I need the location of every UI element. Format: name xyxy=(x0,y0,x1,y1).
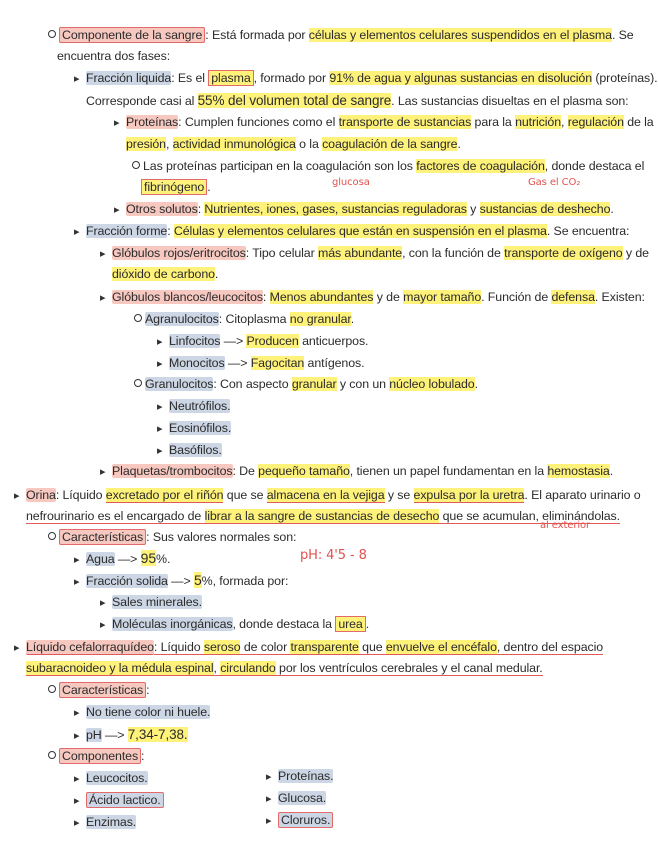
text: . xyxy=(457,137,461,151)
text: . El aparato urinario o xyxy=(524,488,641,502)
lcr-line-1 xyxy=(14,639,603,657)
mol-line xyxy=(100,616,369,634)
text: . Las sustancias disueltas en el plasma son: xyxy=(391,94,629,108)
text: , tienen un papel fundamentan en la xyxy=(349,464,548,478)
highlight: células y elementos celulares suspendidos en el plasma xyxy=(308,28,612,42)
lcr-car-label: Características xyxy=(59,682,146,698)
lcr-comp-line xyxy=(48,748,144,765)
highlight: granular xyxy=(291,377,337,391)
agran-label: Agranulocitos xyxy=(145,312,219,326)
bullet-icon: ▸ xyxy=(74,576,80,588)
list-item xyxy=(266,790,326,808)
highlight: transporte de sustancias xyxy=(338,115,472,129)
text: : xyxy=(167,224,174,238)
comp-cloruros: Cloruros. xyxy=(278,812,333,828)
ph-label: pH xyxy=(86,728,102,742)
bullet-icon: ▸ xyxy=(74,707,80,719)
sec1-line-1 xyxy=(48,27,634,44)
highlight: regulación xyxy=(567,115,624,129)
text: : xyxy=(141,749,145,763)
text: : Líquido xyxy=(55,488,106,502)
rojos-label: Glóbulos rojos/eritrocitos xyxy=(112,246,246,260)
neutrofilos: Neutrófilos. xyxy=(169,399,231,413)
plaq-line xyxy=(100,463,613,481)
annotation-gas: Gas el CO₂ xyxy=(528,177,581,188)
list-item xyxy=(74,770,148,788)
highlight: sustancias de deshecho xyxy=(479,202,611,216)
text: : De xyxy=(232,464,259,478)
proteinas-label: Proteínas xyxy=(126,115,179,129)
text: encuentra dos fases: xyxy=(57,49,171,63)
blancos-line xyxy=(100,289,645,307)
proteinas-sub-line-2 xyxy=(141,179,211,196)
text: : Tipo celular xyxy=(245,246,318,260)
text: , formado por xyxy=(253,71,330,85)
solida-label: Fracción solida xyxy=(86,574,168,588)
highlight: Nutrientes, iones, gases, sustancias reguladoras xyxy=(204,202,467,216)
bullet-icon: ▸ xyxy=(157,401,163,413)
highlight: 5 xyxy=(193,572,202,588)
bullet-icon: ▸ xyxy=(100,248,106,260)
highlight: Fagocitan xyxy=(250,356,305,370)
highlight: Producen xyxy=(246,334,299,348)
circle-bullet-icon xyxy=(132,161,140,169)
highlight: defensa xyxy=(551,290,595,304)
circle-bullet-icon xyxy=(134,314,142,322)
list-item xyxy=(157,398,230,416)
comp-leucocitos: Leucocitos. xyxy=(86,771,148,785)
highlight: librar a la sangre de sustancias de desecho xyxy=(204,509,440,523)
text: . xyxy=(609,464,614,478)
text: : Sus valores normales son: xyxy=(146,530,297,544)
orina-label: Orina xyxy=(26,488,56,502)
highlight: coagulación de la sangre xyxy=(322,137,458,151)
highlight: expulsa por la uretra xyxy=(413,488,525,502)
bullet-icon: ▸ xyxy=(266,793,272,805)
highlight: fibrinógeno xyxy=(141,179,207,195)
text: , donde destaca la xyxy=(232,617,336,631)
bullet-icon: ▸ xyxy=(157,358,163,370)
text: : Cumplen funciones como el xyxy=(178,115,339,129)
orina-line-2 xyxy=(26,508,620,525)
text: que xyxy=(358,640,386,654)
highlight: 95 xyxy=(140,550,157,566)
text: Corresponde casi al xyxy=(86,94,198,108)
gran-line xyxy=(134,376,478,393)
basofilos: Basófilos. xyxy=(169,443,222,457)
text: para la xyxy=(471,115,516,129)
text: , donde destaca el xyxy=(544,159,645,173)
list-item xyxy=(157,442,222,460)
bullet-icon: ▸ xyxy=(74,795,80,807)
text: y de xyxy=(622,246,649,260)
lcr-comp-label: Componentes xyxy=(59,748,141,764)
highlight: mayor tamaño xyxy=(403,290,482,304)
text: , dentro del espacio xyxy=(496,640,604,654)
text: , con la función de xyxy=(402,246,505,260)
text: de la xyxy=(623,115,654,129)
linfocitos-label: Linfocitos xyxy=(169,334,221,348)
comp-acido-lactico: Ácido lactico. xyxy=(86,792,164,808)
blancos-label: Glóbulos blancos/leucocitos xyxy=(112,290,263,304)
list-item xyxy=(157,420,231,438)
agran-line xyxy=(134,311,354,328)
text: y xyxy=(466,202,480,216)
text: nefrourinario es el encargado de xyxy=(26,509,205,523)
comp-glucosa: Glucosa. xyxy=(278,791,327,805)
eosinofilos: Eosinófilos. xyxy=(169,421,232,435)
text: : xyxy=(146,683,150,697)
text: o la xyxy=(295,137,323,151)
text: %. xyxy=(156,552,171,566)
bullet-icon: ▸ xyxy=(74,773,80,785)
solida-line xyxy=(74,572,288,591)
highlight: almacena en la vejiga xyxy=(266,488,385,502)
forme-line xyxy=(74,223,629,241)
text: . xyxy=(474,377,478,391)
text: y con un xyxy=(336,377,390,391)
highlight: presión xyxy=(126,137,166,151)
lcr-color-line xyxy=(74,704,210,722)
highlight: seroso xyxy=(203,640,241,654)
highlight: circulando xyxy=(220,661,276,675)
highlight: 55% del volumen total de sangre xyxy=(197,93,392,108)
highlight: plasma xyxy=(208,70,253,86)
text: anticuerpos. xyxy=(298,334,369,348)
bullet-icon: ▸ xyxy=(157,423,163,435)
list-item xyxy=(74,814,136,832)
list-item xyxy=(266,768,333,786)
proteinas-line-2 xyxy=(126,136,461,153)
text: . xyxy=(207,180,211,194)
text: , xyxy=(213,661,221,675)
liquida-line-1 xyxy=(74,70,658,88)
rojos-line-2 xyxy=(112,266,218,283)
arrow: —> xyxy=(114,552,141,566)
highlight: dióxido de carbono xyxy=(112,267,215,281)
text: . Se encuentra: xyxy=(546,224,630,238)
highlight: hemostasia xyxy=(547,464,610,478)
text: . xyxy=(365,617,370,631)
text: que se acumulan, eliminándolas. xyxy=(439,509,620,523)
text: . xyxy=(214,267,219,281)
text: . Función de xyxy=(481,290,552,304)
highlight: Menos abundantes xyxy=(269,290,374,304)
arrow: —> xyxy=(167,574,194,588)
plaq-label: Plaquetas/trombocitos xyxy=(112,464,233,478)
highlight: 7,34-7,38. xyxy=(127,727,188,742)
agua-line xyxy=(74,550,170,569)
lcr-ph-line xyxy=(74,726,188,745)
lcr-label: Líquido cefalorraquídeo xyxy=(26,640,154,654)
text: : Citoplasma xyxy=(218,312,290,326)
text: . xyxy=(350,312,355,326)
arrow: —> xyxy=(224,356,251,370)
bullet-icon: ▸ xyxy=(74,73,80,85)
orina-car-label: Características xyxy=(59,529,146,545)
bullet-icon: ▸ xyxy=(114,117,120,129)
liquida-line-2 xyxy=(86,92,629,110)
liquida-label: Fracción liquida xyxy=(86,71,172,85)
sec1-line-2 xyxy=(57,48,170,65)
bullet-icon: ▸ xyxy=(100,292,106,304)
text: %, formada por: xyxy=(201,574,289,588)
highlight: núcleo lobulado xyxy=(389,377,475,391)
orina-line-1 xyxy=(14,487,641,505)
lcr-color: No tiene color ni huele. xyxy=(86,705,211,719)
text: Las proteínas participan en la coagulación son los xyxy=(143,159,417,173)
bullet-icon: ▸ xyxy=(114,204,120,216)
annotation-exterior: al exterior xyxy=(540,520,591,531)
text: . xyxy=(610,202,614,216)
highlight: actividad inmunológica xyxy=(172,137,296,151)
orina-car-line xyxy=(48,529,296,546)
highlight: pequeño tamaño xyxy=(258,464,350,478)
forme-label: Fracción forme xyxy=(86,224,168,238)
text: (proteínas). xyxy=(592,71,658,85)
monocitos-label: Monocitos xyxy=(169,356,225,370)
text: : Está formada por xyxy=(205,28,309,42)
circle-bullet-icon xyxy=(48,685,56,693)
sales-line xyxy=(100,594,202,612)
text: : Líquido xyxy=(153,640,204,654)
mol-label: Moléculas inorgánicas xyxy=(112,617,233,631)
arrow: —> xyxy=(220,334,247,348)
bullet-icon: ▸ xyxy=(157,445,163,457)
highlight: excretado por el riñón xyxy=(105,488,224,502)
bullet-icon: ▸ xyxy=(266,815,272,827)
bullet-icon: ▸ xyxy=(74,226,80,238)
linfocitos-line xyxy=(157,333,368,351)
bullet-icon: ▸ xyxy=(14,490,20,502)
highlight: envuelve el encéfalo xyxy=(385,640,497,654)
highlight: transparente xyxy=(290,640,359,654)
list-item xyxy=(266,812,333,830)
bullet-icon: ▸ xyxy=(74,730,80,742)
monocitos-line xyxy=(157,355,364,373)
arrow: —> xyxy=(101,728,128,742)
annotation-glucosa: glucosa xyxy=(332,177,370,188)
text: de color xyxy=(240,640,291,654)
proteinas-sub-line-1 xyxy=(132,158,644,175)
text: . Existen: xyxy=(594,290,645,304)
list-item xyxy=(74,792,164,810)
proteinas-line-1 xyxy=(114,114,654,132)
text: , xyxy=(165,137,173,151)
text: que se xyxy=(223,488,267,502)
highlight: nutrición xyxy=(515,115,561,129)
otros-label: Otros solutos xyxy=(126,202,198,216)
text: , xyxy=(561,115,568,129)
text: antígenos. xyxy=(304,356,365,370)
text: : Con aspecto xyxy=(213,377,292,391)
text: : xyxy=(197,202,205,216)
highlight: más abundante xyxy=(317,246,403,260)
bullet-icon: ▸ xyxy=(100,466,106,478)
circle-bullet-icon xyxy=(48,30,56,38)
gran-label: Granulocitos xyxy=(145,377,214,391)
otros-line xyxy=(114,201,614,219)
highlight: transporte de oxígeno xyxy=(504,246,623,260)
highlight: subaracnoideo y la médula espinal xyxy=(26,661,214,675)
lcr-line-2 xyxy=(26,660,543,677)
rojos-line-1 xyxy=(100,245,649,263)
comp-proteinas: Proteínas. xyxy=(278,769,334,783)
circle-bullet-icon xyxy=(48,532,56,540)
lcr-car-line xyxy=(48,682,149,699)
sec1-title: Componente de la sangre xyxy=(59,27,205,43)
comp-enzimas: Enzimas. xyxy=(86,815,137,829)
highlight: 91% de agua y algunas sustancias en disolución xyxy=(329,71,593,85)
highlight: urea xyxy=(335,616,365,632)
text: y de xyxy=(373,290,404,304)
bullet-icon: ▸ xyxy=(157,336,163,348)
text: . Se xyxy=(611,28,634,42)
highlight: no granular xyxy=(289,312,351,326)
bullet-icon: ▸ xyxy=(100,619,106,631)
agua-label: Agua xyxy=(86,552,115,566)
bullet-icon: ▸ xyxy=(74,554,80,566)
bullet-icon: ▸ xyxy=(74,817,80,829)
circle-bullet-icon xyxy=(48,751,56,759)
bullet-icon: ▸ xyxy=(14,642,20,654)
text: y se xyxy=(384,488,414,502)
annotation-ph: pH: 4'5 - 8 xyxy=(300,548,367,563)
highlight: factores de coagulación xyxy=(416,159,545,173)
text: por los ventrículos cerebrales y el canal medular. xyxy=(275,661,543,675)
text: : xyxy=(262,290,270,304)
sales-label: Sales minerales. xyxy=(112,595,202,609)
bullet-icon: ▸ xyxy=(100,597,106,609)
bullet-icon: ▸ xyxy=(266,771,272,783)
text: : Es el xyxy=(171,71,209,85)
highlight: Células y elementos celulares que están en suspensión en el plasma xyxy=(173,224,547,238)
circle-bullet-icon xyxy=(134,379,142,387)
